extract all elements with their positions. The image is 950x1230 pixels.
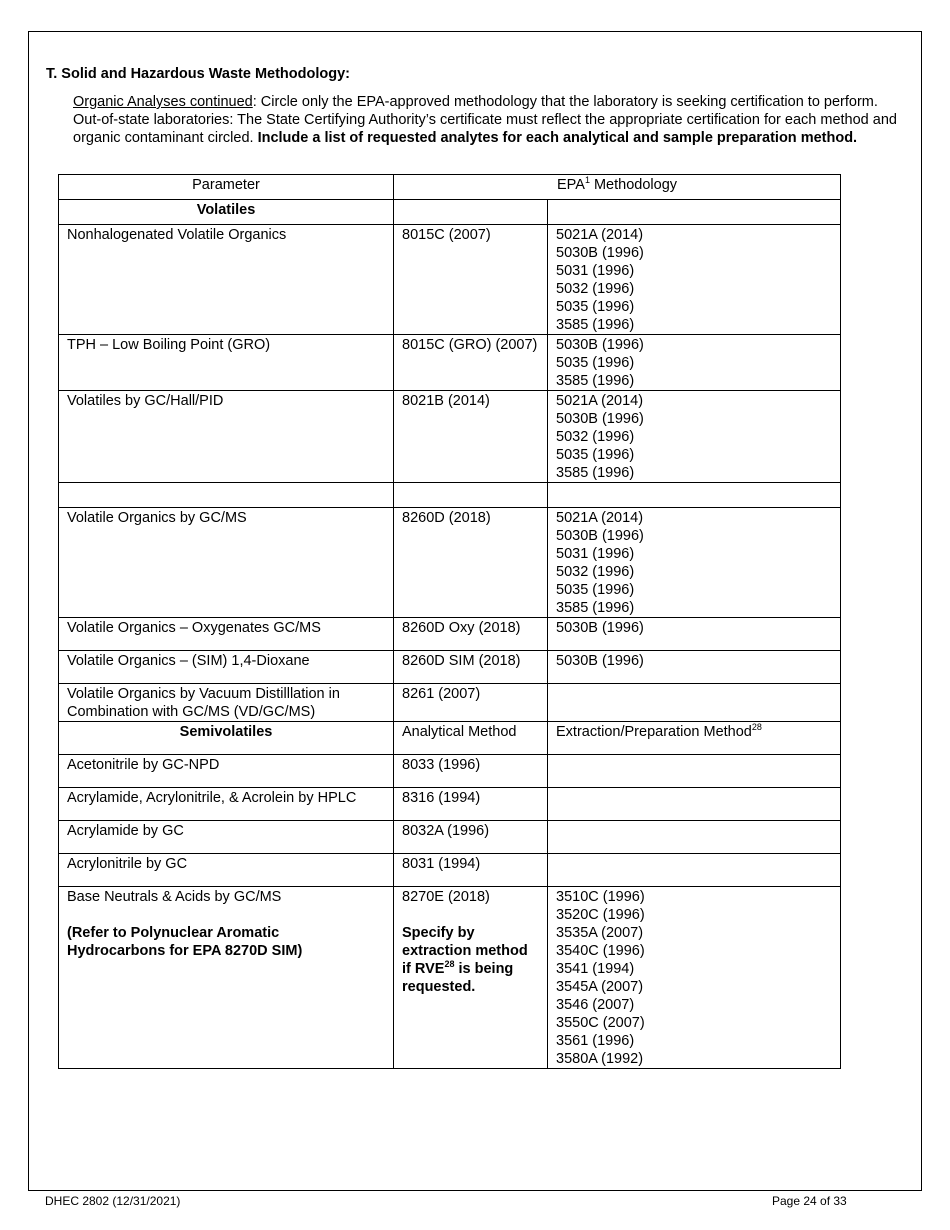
prep-method: 5032 (1996) [556, 429, 635, 445]
table-row [59, 651, 841, 684]
prep-method: 3540C (1996) [556, 943, 645, 959]
prep-method: 3580A (1992) [556, 1051, 644, 1067]
method-cell [394, 887, 548, 1069]
prep-method: 3520C (1996) [556, 907, 645, 923]
method-cell: 8031 (1994) [394, 854, 548, 887]
prep-method: 3546 (2007) [556, 997, 635, 1013]
intro-paragraph [73, 93, 908, 147]
method-note [402, 924, 539, 996]
prep-cell [548, 887, 841, 1069]
prep-method: 3545A (2007) [556, 979, 644, 995]
volatiles-heading-row [59, 200, 841, 225]
parameter-cell: Acrylamide by GC [59, 821, 394, 854]
prep-method: 5021A (2014) [556, 227, 644, 243]
prep-method: 5032 (1996) [556, 564, 635, 580]
table-row [59, 788, 841, 821]
parameter-cell: Acrylamide, Acrylonitrile, & Acrolein by HPLC [59, 788, 394, 821]
section-title: T. Solid and Hazardous Waste Methodology: [46, 66, 350, 82]
prep-method: 5021A (2014) [556, 393, 644, 409]
prep-cell [548, 483, 841, 508]
parameter-text: Base Neutrals & Acids by GC/MS [67, 889, 282, 905]
table-row [59, 684, 841, 722]
prep-method: 5030B (1996) [556, 337, 644, 353]
parameter-header: Parameter [59, 175, 394, 200]
method-cell: 8316 (1994) [394, 788, 548, 821]
prep-method: 5030B (1996) [556, 411, 644, 427]
prep-method: 3585 (1996) [556, 465, 635, 481]
empty-cell [394, 200, 548, 225]
table-row [59, 391, 841, 483]
prep-method: 3550C (2007) [556, 1015, 645, 1031]
parameter-cell: Volatile Organics – Oxygenates GC/MS [59, 618, 394, 651]
method-cell: 8033 (1996) [394, 755, 548, 788]
prep-method: 5035 (1996) [556, 355, 635, 371]
method-cell: 8015C (GRO) (2007) [394, 335, 548, 391]
prep-method: 5030B (1996) [556, 528, 644, 544]
prep-method: 5031 (1996) [556, 546, 635, 562]
table-row [59, 508, 841, 618]
prep-method: 5030B (1996) [556, 245, 644, 261]
prep-method: 5021A (2014) [556, 510, 644, 526]
volatiles-heading: Volatiles [59, 200, 394, 225]
table-row [59, 618, 841, 651]
epa-methodology-header [394, 175, 841, 200]
parameter-cell: Nonhalogenated Volatile Organics [59, 225, 394, 335]
semivolatiles-heading-row [59, 722, 841, 755]
prep-method: 3585 (1996) [556, 373, 635, 389]
prep-method: 5035 (1996) [556, 447, 635, 463]
parameter-cell: Acetonitrile by GC-NPD [59, 755, 394, 788]
extraction-footnote: 28 [751, 722, 762, 733]
method-note-b: is being requested. [402, 961, 514, 995]
prep-method: 5030B (1996) [556, 620, 644, 636]
parameter-cell: Volatile Organics by Vacuum Distilllation in Combination with GC/MS (VD/GC/MS) [59, 684, 394, 722]
empty-cell [548, 200, 841, 225]
parameter-cell: Volatile Organics – (SIM) 1,4-Dioxane [59, 651, 394, 684]
table-row [59, 483, 841, 508]
prep-cell [548, 821, 841, 854]
methodology-table-body [59, 175, 841, 1069]
methodology-label: Methodology [589, 177, 678, 193]
table-row [59, 225, 841, 335]
parameter-cell: Acrylonitrile by GC [59, 854, 394, 887]
method-note-a: Specify by extraction method if RVE [402, 925, 528, 977]
prep-cell [548, 755, 841, 788]
table-row [59, 335, 841, 391]
prep-cell [548, 508, 841, 618]
method-cell: 8260D (2018) [394, 508, 548, 618]
prep-cell [548, 684, 841, 722]
parameter-cell: Volatile Organics by GC/MS [59, 508, 394, 618]
method-note-footnote: 28 [444, 959, 455, 970]
intro-text: : Circle only the EPA-approved methodology that the laboratory is seeking certification to perform. Out-of-state laboratories: The State Certifying Authority’s certificate must reflect the appropriate certification for each method and organic contaminant circled. [73, 94, 897, 146]
prep-method: 5035 (1996) [556, 582, 635, 598]
method-cell [394, 483, 548, 508]
epa-label: EPA [556, 177, 585, 193]
method-cell: 8021B (2014) [394, 391, 548, 483]
method-cell: 8260D SIM (2018) [394, 651, 548, 684]
parameter-cell: Volatiles by GC/Hall/PID [59, 391, 394, 483]
method-cell: 8015C (2007) [394, 225, 548, 335]
prep-method: 5035 (1996) [556, 299, 635, 315]
parameter-cell [59, 887, 394, 1069]
prep-cell [548, 618, 841, 651]
prep-cell [548, 391, 841, 483]
table-row [59, 854, 841, 887]
extraction-method-header [548, 722, 841, 755]
prep-method: 5030B (1996) [556, 653, 644, 669]
parameter-cell [59, 483, 394, 508]
prep-cell [548, 651, 841, 684]
parameter-cell: TPH – Low Boiling Point (GRO) [59, 335, 394, 391]
prep-method: 3510C (1996) [556, 889, 645, 905]
prep-cell [548, 225, 841, 335]
method-cell: 8260D Oxy (2018) [394, 618, 548, 651]
page-number: Page 24 of 33 [772, 1194, 847, 1208]
parameter-note: (Refer to Polynuclear Aromatic Hydrocarbons for EPA 8270D SIM) [67, 925, 303, 959]
prep-method: 5031 (1996) [556, 263, 635, 279]
prep-method: 3585 (1996) [556, 600, 635, 616]
form-number: DHEC 2802 (12/31/2021) [45, 1194, 181, 1208]
prep-cell [548, 788, 841, 821]
semivolatiles-heading: Semivolatiles [59, 722, 394, 755]
method-cell: 8261 (2007) [394, 684, 548, 722]
intro-underlined: Organic Analyses continued [73, 94, 253, 110]
table-header-row [59, 175, 841, 200]
prep-method: 3541 (1994) [556, 961, 635, 977]
prep-method: 3585 (1996) [556, 317, 635, 333]
methodology-table [58, 174, 841, 1069]
epa-footnote: 1 [584, 175, 590, 186]
prep-method: 3535A (2007) [556, 925, 644, 941]
prep-method: 5032 (1996) [556, 281, 635, 297]
intro-bold: Include a list of requested analytes for each analytical and sample preparation method. [257, 130, 858, 146]
table-row [59, 821, 841, 854]
prep-cell [548, 335, 841, 391]
table-row-bna [59, 887, 841, 1069]
prep-method: 3561 (1996) [556, 1033, 635, 1049]
analytical-method-header: Analytical Method [394, 722, 548, 755]
method-cell: 8032A (1996) [394, 821, 548, 854]
prep-cell [548, 854, 841, 887]
table-row [59, 755, 841, 788]
extraction-label: Extraction/Preparation Method [556, 724, 752, 740]
method-text: 8270E (2018) [402, 889, 490, 905]
